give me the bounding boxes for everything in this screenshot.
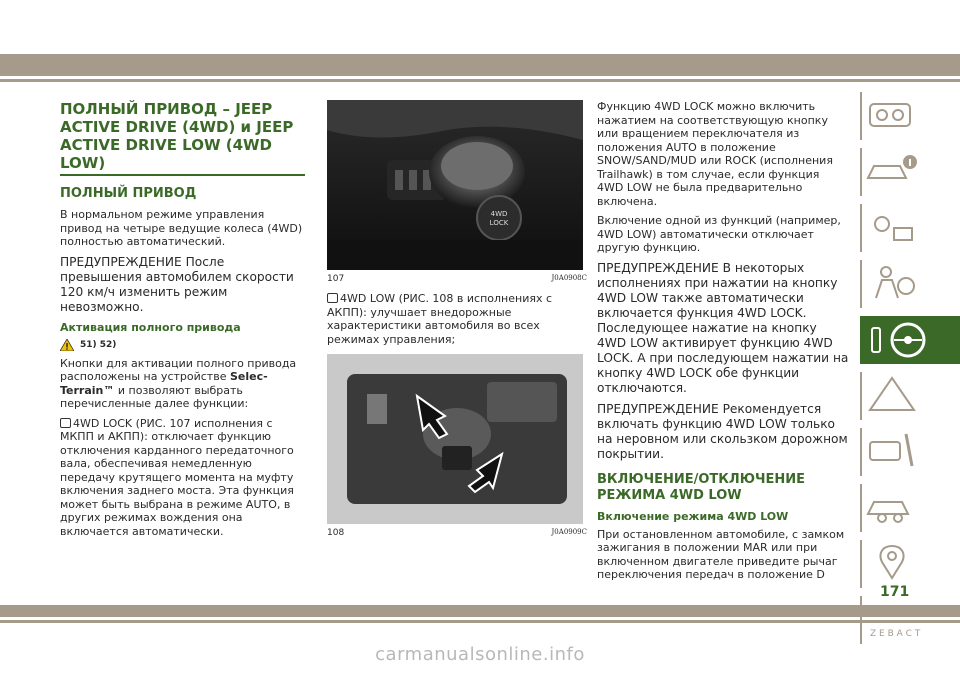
car-dashboard-icon bbox=[862, 92, 922, 136]
car-specs-icon bbox=[862, 484, 922, 528]
paragraph-exclusive: Включение одной из функций (например, 4WD LOW) автоматически отключает другую функцию. bbox=[597, 214, 841, 254]
column-3 bbox=[597, 100, 849, 588]
checkbox-icon bbox=[60, 418, 71, 428]
sidebar-item-maintenance[interactable] bbox=[860, 428, 942, 476]
section-title: ПОЛНЫЙ ПРИВОД – JEEP ACTIVE DRIVE (4WD) и JEEP ACTIVE DRIVE LOW (4WD LOW) bbox=[60, 100, 305, 176]
paragraph-awd-normal: В нормальном режиме управления привод на четыре ведущие колеса (4WD) полностью автоматический. bbox=[60, 208, 303, 248]
sidebar-item-dashboard[interactable] bbox=[860, 92, 942, 140]
index-letters: Z E B A C T bbox=[870, 629, 921, 639]
wrench-icon bbox=[862, 428, 922, 472]
sidebar-item-info[interactable] bbox=[860, 148, 942, 196]
buttons-text-a: Кнопки для активации полного привода расположены на устройстве bbox=[60, 356, 297, 383]
figure-108-number: 108 bbox=[327, 528, 345, 538]
steering-wheel-icon bbox=[860, 316, 960, 364]
sidebar-item-lights[interactable] bbox=[860, 204, 942, 252]
subheading-on-off: ВКЛЮЧЕНИЕ/ОТКЛЮЧЕНИЕ РЕЖИМА 4WD LOW bbox=[597, 471, 805, 503]
buttons-text-selec: Selec-Terrain™ bbox=[60, 370, 268, 397]
alphabet-index-icon bbox=[862, 596, 922, 640]
watermark-text: carmanualsonline.info bbox=[375, 644, 585, 665]
console-arrows-illustration bbox=[327, 354, 583, 524]
warning-refs-text: 51) 52) bbox=[80, 339, 117, 350]
figure-108-caption bbox=[327, 528, 587, 538]
paragraph-4wd-lock bbox=[60, 417, 305, 539]
subheading-enable: Включение режима 4WD LOW bbox=[597, 509, 789, 523]
4wd-label: 4WD bbox=[490, 210, 508, 218]
chapter-sidebar bbox=[860, 92, 960, 652]
header-stripe bbox=[0, 54, 960, 76]
sidebar-item-emergency[interactable] bbox=[860, 372, 942, 420]
figure-108-code: J0A0909C bbox=[551, 528, 587, 536]
checkbox-icon bbox=[327, 293, 338, 303]
paragraph-lock-activation: Функцию 4WD LOCK можно включить нажатием на соответствующую кнопку или вращением переключателя из положения AUTO в положение SNOW/SAND/MUD или ROCK (исполнения Trailhawk) в том случае, если функция 4WD LOW не была предварительно включена. bbox=[597, 100, 833, 208]
car-info-icon bbox=[862, 148, 922, 192]
column-1 bbox=[60, 100, 305, 544]
footer-band bbox=[0, 605, 960, 617]
subheading-activation: Активация полного привода bbox=[60, 320, 241, 334]
paragraph-procedure: При остановленном автомобиле, с замком зажигания в положении MAR или при включенном двигателе приведите рычаг переключения передач в положение D bbox=[597, 527, 845, 581]
sidebar-item-safety[interactable] bbox=[860, 260, 942, 308]
subheading-awd: ПОЛНЫЙ ПРИВОД bbox=[60, 186, 197, 201]
header-line bbox=[0, 79, 960, 82]
navigation-pin-icon bbox=[862, 540, 922, 584]
footer-line bbox=[0, 620, 960, 623]
paragraph-buttons bbox=[60, 357, 305, 411]
figure-107-photo bbox=[327, 100, 583, 270]
warning-speed: ПРЕДУПРЕЖДЕНИЕ После превышения автомобилем скорости 120 км/ч изменить режим невозможно. bbox=[60, 254, 294, 314]
header-band bbox=[0, 0, 960, 86]
4wd-lock-text: 4WD LOCK (РИС. 107 исполнения с МКПП и АКПП): отключает функцию отключения карданного передаточного вала, обеспечивая немедленную передачу крутящего момента на муфту включения заднего моста. Эта функция может быть выбрана в режиме AUTO, в других режимах вождения она включается автоматически. bbox=[60, 416, 294, 538]
console-knob-illustration bbox=[327, 100, 583, 270]
warning-triangle-icon bbox=[60, 339, 74, 351]
figure-108-photo bbox=[327, 354, 583, 524]
sun-mail-icon bbox=[862, 204, 922, 248]
figure-107-caption bbox=[327, 274, 587, 284]
paragraph-4wd-low bbox=[327, 292, 587, 346]
sidebar-item-specs[interactable] bbox=[860, 484, 942, 532]
warning-triangle-car-icon bbox=[862, 372, 922, 416]
lock-label: LOCK bbox=[489, 219, 509, 227]
warning-refs bbox=[60, 339, 305, 351]
buttons-text-c: и позволяют выбрать перечисленные далее функции: bbox=[60, 383, 249, 410]
sidebar-item-driving[interactable] bbox=[860, 316, 960, 364]
column-2 bbox=[327, 100, 587, 546]
seatbelt-icon bbox=[862, 260, 922, 304]
figure-107-number: 107 bbox=[327, 274, 345, 284]
sidebar-item-multimedia[interactable] bbox=[860, 540, 942, 588]
4wd-low-text: 4WD LOW (РИС. 108 в исполнениях с АКПП): улучшает внедорожные характеристики автомобиля во всех режимах управления; bbox=[327, 292, 553, 346]
figure-107-code: J0A0908C bbox=[551, 274, 587, 282]
warning-some-versions: ПРЕДУПРЕЖДЕНИЕ В некоторых исполнениях при нажатии на кнопку 4WD LOW также автоматически включается функция 4WD LOCK. Последующее нажатие на кнопку 4WD LOW активирует функцию 4WD LOCK. А при последующем нажатии на кнопку 4WD LOCK обе функции отключаются. bbox=[597, 260, 849, 395]
page-number: 171 bbox=[880, 584, 910, 600]
warning-recommended: ПРЕДУПРЕЖДЕНИЕ Рекомендуется включать функцию 4WD LOW только на неровном или скользком дорожном покрытии. bbox=[597, 401, 848, 461]
